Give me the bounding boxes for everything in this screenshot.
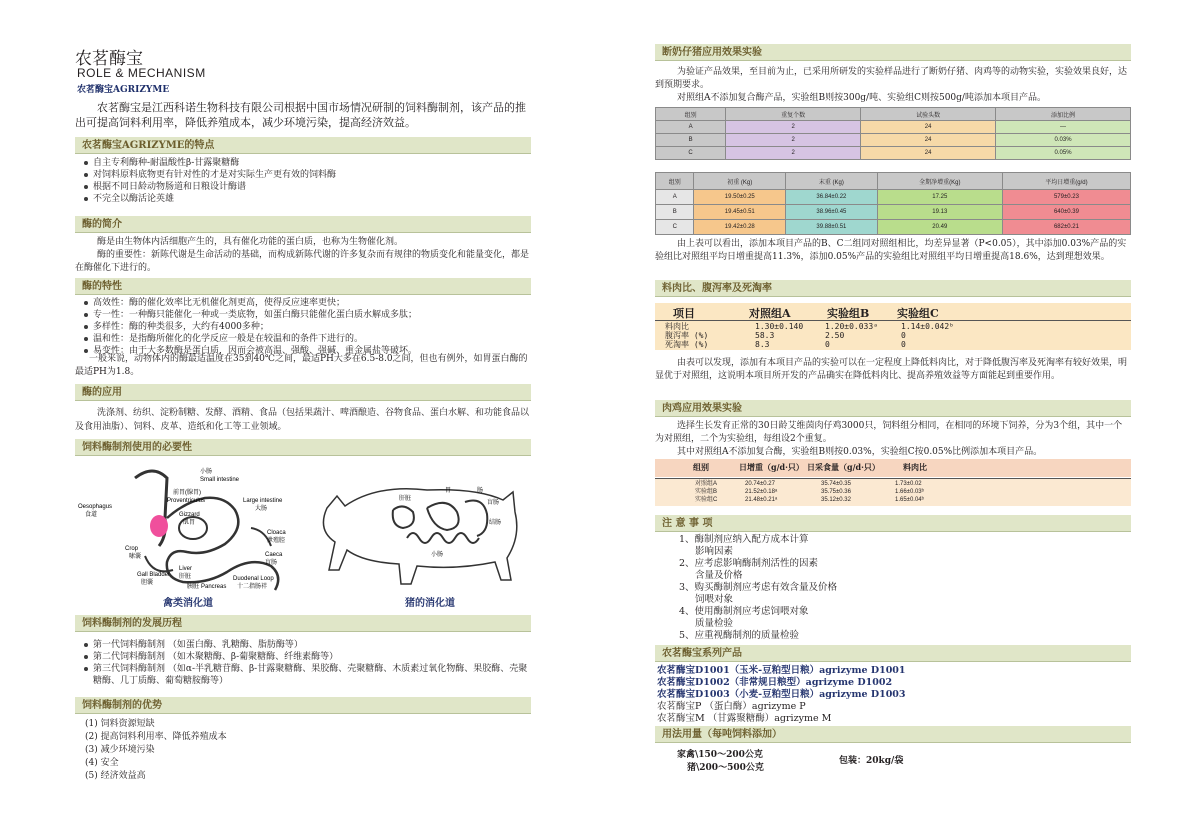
list-item: 多样性：酶的种类很多，大约有4000多种； [83, 321, 529, 333]
need-heading: 饲料酶制剂使用的必要性 [75, 439, 531, 456]
page-subtitle: ROLE & MECHANISM [77, 66, 206, 80]
table-header-cell: 组别 [656, 173, 694, 190]
pig-colon-shape [465, 501, 487, 537]
enzyme-text-1: 酶是由生物体内活细胞产生的，具有催化功能的蛋白质，也称为生物催化剂。 [97, 237, 404, 247]
pig-label: 胃 [445, 488, 452, 494]
fcr-cell: 8.3 [755, 340, 770, 349]
fcr-cell: 1.30±0.140 [755, 322, 804, 331]
bird-label: 盲肠 [265, 560, 278, 566]
bird-label: 胆囊 [141, 580, 154, 586]
series-item: 农茗酶宝P （蛋白酶）agrizyme P [657, 701, 806, 712]
right-column [655, 0, 1131, 819]
table-row [656, 220, 1131, 235]
fcr-conclusion: 由表可以发现，添加有本项目产品的实验可以在一定程度上降低料肉比，对于降低腹泻率及死淘率有较好效果，明显优于对照组，这说明本项目所开发的产品确实在降低料肉比、提高养殖效益等方面能起到重要作用。 [655, 358, 1128, 381]
adv-item: (4) 安全 [85, 758, 119, 768]
fcr-cell: 2.50 [825, 331, 845, 340]
bird-label: 肌胃 [183, 520, 196, 526]
adv-item: (1) 饲料资源短缺 [85, 719, 155, 729]
series-item: 农茗酶宝D1003（小麦-豆粕型日粮）agrizyme D1003 [657, 689, 906, 700]
table-cell: 0.05% [996, 147, 1131, 160]
table-cell: 19.45±0.51 [694, 205, 786, 220]
adv-heading: 饲料酶制剂的优势 [75, 697, 531, 714]
wean-text-2: 对照组A不添加复合酶产品，实验组B则按300g/吨、实验组C则按500g/吨添加本项目产品。 [677, 93, 1046, 103]
note-item: 饲喂对象 [695, 594, 734, 605]
bird-label: Caeca [265, 552, 283, 558]
fcr-cell: 0 [901, 331, 906, 340]
note-item: 含量及价格 [695, 570, 743, 581]
adv-item: (5) 经济效益高 [85, 771, 146, 781]
table-cell: 579±0.23 [1002, 190, 1130, 205]
table-header-row [656, 173, 1131, 190]
table-row [656, 121, 1131, 134]
table-cell: A [656, 121, 726, 134]
broiler-header-bg [655, 459, 1131, 477]
table-cell: 20.49 [877, 220, 1002, 235]
bird-label: Large intestine [243, 498, 283, 504]
pig-label: 肠 [477, 488, 484, 494]
broiler-heading: 肉鸡应用效果实验 [655, 400, 1131, 417]
broiler-cell: 35.75±0.36 [821, 489, 851, 495]
pig-caption: 猪的消化道 [405, 598, 455, 609]
table-cell: 19.13 [877, 205, 1002, 220]
pig-label: 肝脏 [399, 496, 412, 502]
list-item: 自主专利酶种-耐温酸性β-甘露聚糖酶 [83, 157, 529, 169]
broiler-cell: 21.52±0.18ᵃ [745, 489, 778, 495]
pig-intestine-shape [407, 533, 479, 543]
list-item: 专一性：一种酶只能催化一种或一类底物，如蛋白酶只能催化蛋白质水解成多肽； [83, 309, 529, 321]
broiler-cell: 35.12±0.32 [821, 497, 851, 503]
fcr-cell: 1.20±0.033ᵃ [825, 322, 878, 331]
series-list [657, 665, 1127, 725]
features-heading: 农茗酶宝AGRIZYME的特点 [75, 137, 531, 154]
broiler-header-cell: 日增重（g/d·只） [739, 462, 804, 472]
list-item: 第二代饲料酶制剂 （如木聚糖酶、β-葡聚糖酶、纤维素酶等） [83, 651, 529, 663]
fcr-cell: 58.3 [755, 331, 775, 340]
broiler-header-cell: 组别 [693, 462, 709, 472]
table-header-cell: 末重 (Kg) [786, 173, 878, 190]
list-item: 对饲料原料底物更有针对性的才是对实际生产更有效的饲料酶 [83, 169, 529, 181]
fcr-cell: 料肉比 [665, 322, 689, 331]
broiler-cell: 对照组A [695, 481, 718, 487]
broiler-cell: 1.66±0.03ᵇ [895, 489, 924, 495]
bird-label: Gall Bladder [137, 572, 171, 578]
table-cell: 24 [861, 134, 996, 147]
fcr-heading: 料肉比、腹泻率及死淘率 [655, 280, 1131, 297]
wean-conclusion: 由上表可以看出，添加本项目产品的B、C二组同对照组相比，均差异显著（P<0.05），其中添加0.03%产品的实验组比对照组平均日增重提高11.3%，添加0.05%产品的实验组比对照组平均日增重提高18.6%，达到理想效果。 [655, 239, 1127, 262]
fcr-header-row [655, 305, 1131, 319]
fcr-divider [655, 320, 1131, 321]
fcr-cell: 腹泻率 (%) [665, 331, 709, 340]
broiler-cell: 实验组C [695, 497, 718, 503]
page-title: 农茗酶宝 [75, 49, 143, 69]
broiler-table [655, 459, 1131, 507]
bird-label: Proventriculus [167, 498, 206, 504]
list-item: 不完全以酶活论英雄 [83, 193, 529, 205]
fcr-cell: 死淘率 (%) [665, 340, 709, 349]
table-cell: 640±0.39 [1002, 205, 1130, 220]
table-header-cell: 添加比例 [996, 108, 1131, 121]
broiler-cell: 20.74±0.27 [745, 481, 775, 487]
broiler-text-2: 其中对照组A不添加复合酶，实验组B则按0.03%，实验组C按0.05%比例添加本项目产品。 [677, 447, 1043, 457]
pig-stomach-shape [427, 503, 459, 530]
fcr-cell: 1.14±0.042ᵇ [901, 322, 954, 331]
table-cell: B [656, 134, 726, 147]
history-list [83, 639, 529, 687]
table-cell: 39.88±0.51 [786, 220, 878, 235]
table-cell: 38.96±0.45 [786, 205, 878, 220]
app-text: 洗涤剂、纺织、淀粉制糖、发酵、酒精、食品（包括果蔬汁、啤酒酿造、谷物食品、蛋白水解、和功能食品以及食用油脂）、饲料、皮革、造纸和化工等工业领域。 [75, 408, 530, 432]
table-cell: 2 [726, 121, 861, 134]
bird-label: 嗉囊 [129, 554, 142, 560]
bird-label: 食道 [85, 512, 98, 518]
table-cell: 24 [861, 147, 996, 160]
bird-label: Gizzard [179, 512, 200, 518]
table-cell: B [656, 205, 694, 220]
table-cell: 19.50±0.25 [694, 190, 786, 205]
bird-label: Liver [179, 566, 193, 572]
bird-label: Pancreas [201, 584, 227, 590]
note-item: 1、酶制剂应纳入配方成本计算 [679, 534, 809, 545]
bird-label: 胰脏 [187, 584, 200, 590]
list-item: 易变性：由于大多数酶是蛋白质，因而会被高温、强酸、强碱、重金属盐等破坏。 [83, 345, 529, 357]
bird-label: 大肠 [255, 506, 268, 512]
note-item: 2、应考虑影响酶制剂活性的因素 [679, 558, 819, 569]
table-cell: 682±0.21 [1002, 220, 1130, 235]
pig-label: 盲肠 [487, 500, 500, 506]
brand-line: 农茗酶宝AGRIZYME [77, 85, 170, 95]
pig-digestive-figure [307, 466, 531, 610]
bird-label: 肝脏 [179, 574, 192, 580]
note-item: 4、使用酶制剂应考虑饲喂对象 [679, 606, 809, 617]
table-cell: 36.84±0.22 [786, 190, 878, 205]
table-header-cell: 初重 (Kg) [694, 173, 786, 190]
wean-result-table [655, 172, 1131, 235]
fcr-header-cell: 实验组C [897, 307, 939, 320]
table-header-row [656, 108, 1131, 121]
enzyme-heading: 酶的简介 [75, 216, 531, 233]
broiler-cell: 实验组B [695, 489, 718, 495]
table-cell: C [656, 147, 726, 160]
broiler-text-1: 选择生长发育正常的30日龄艾维茵肉仔鸡3000只，饲料组分相同，在相同的环境下饲养，分为3个组，其中一个为对照组，二个为实验组，每组设2个重复。 [655, 421, 1123, 444]
table-cell: 0.03% [996, 134, 1131, 147]
table-cell: 19.42±0.28 [694, 220, 786, 235]
app-heading: 酶的应用 [75, 384, 531, 401]
history-heading: 饲料酶制剂的发展历程 [75, 615, 531, 632]
crop-shape [150, 515, 168, 537]
broiler-cell: 1.73±0.02 [895, 481, 922, 487]
table-cell: 17.25 [877, 190, 1002, 205]
broiler-cell: 1.65±0.04ᵇ [895, 497, 924, 503]
intro-text: 农茗酶宝是江西科诺生物科技有限公司根据中国市场情况研制的饲料酶制剂，该产品的推出可提高饲料利用率，降低养殖成本，减少环境污染，提高经济效益。 [75, 101, 526, 129]
series-item: 农茗酶宝D1002（非常规日粮型）agrizyme D1002 [657, 677, 893, 688]
table-cell: 24 [861, 121, 996, 134]
note-item: 5、应重视酶制剂的质量检验 [679, 630, 800, 641]
list-item: 第三代饲料酶制剂 （如α-半乳糖苷酶、β-甘露聚糖酶、果胶酶、壳聚糖酶、木质素过氧化物酶、果胶酶、壳聚糖酶、几丁质酶、葡萄糖胺酶等） [83, 663, 529, 687]
left-column [75, 0, 531, 819]
wean-design-table [655, 107, 1131, 160]
note-item: 质量检验 [695, 618, 734, 629]
pig-liver-shape [393, 506, 414, 528]
table-row [656, 190, 1131, 205]
table-cell: — [996, 121, 1131, 134]
table-header-cell: 试验头数 [861, 108, 996, 121]
bird-label: 小肠 [200, 469, 213, 475]
table-header-cell: 组别 [656, 108, 726, 121]
table-cell: A [656, 190, 694, 205]
table-row [656, 134, 1131, 147]
packaging: 包装：20kg/袋 [839, 756, 904, 766]
bird-label: Small intestine [200, 477, 240, 483]
adv-item: (2) 提高饲料利用率、降低养殖成本 [85, 732, 227, 742]
usage-pig: 猪\200～500公克 [687, 763, 764, 773]
list-item: 第一代饲料酶制剂 （如蛋白酶、乳糖酶、脂肪酶等） [83, 639, 529, 651]
bird-label: Cloaca [267, 530, 286, 536]
list-item: 高效性：酶的催化效率比无机催化剂更高，使得反应速率更快； [83, 297, 529, 309]
wean-text-1: 为验证产品效果，至目前为止，已采用所研发的实验样品进行了断奶仔猪、肉鸡等的动物实验，实验效果良好，达到预期要求。 [655, 67, 1128, 90]
bird-digestive-figure [75, 458, 305, 610]
table-header-cell: 重复个数 [726, 108, 861, 121]
fcr-header-cell: 实验组B [827, 307, 870, 320]
note-item: 影响因素 [695, 546, 734, 557]
fcr-cell: 0 [825, 340, 830, 349]
list-item: 温和性：是指酶所催化的化学反应一般是在较温和的条件下进行的。 [83, 333, 529, 345]
usage-heading: 用法用量（每吨饲料添加） [655, 726, 1131, 743]
adv-list [85, 718, 525, 783]
note-item: 3、购买酶制剂应考虑有效含量及价格 [679, 582, 838, 593]
bird-label: Crop [125, 546, 139, 552]
table-cell: C [656, 220, 694, 235]
fcr-header-cell: 对照组A [749, 307, 791, 320]
fcr-header-cell: 项目 [673, 307, 695, 320]
table-header-cell: 全期净增重(Kg) [877, 173, 1002, 190]
table-row [656, 147, 1131, 160]
bird-label: 十二指肠袢 [237, 584, 268, 590]
enzyme-text-2: 酶的重要性：新陈代谢是生命活动的基础，而构成新陈代谢的许多复杂而有规律的物质变化和能量变化，都是在酶催化下进行的。 [75, 250, 530, 273]
bird-label: 前胃(腺胃) [173, 490, 201, 496]
features-list [83, 157, 529, 205]
fcr-cell: 0 [901, 340, 906, 349]
usage-poultry: 家禽\150～200公克 [677, 750, 763, 760]
bird-caption: 禽类消化道 [163, 598, 213, 609]
broiler-header-cell: 料肉比 [903, 462, 927, 472]
list-item: 根据不同日龄动物肠道和日粮设计酶谱 [83, 181, 529, 193]
pig-label: 小肠 [431, 552, 444, 558]
broiler-cell: 21.48±0.21ᵃ [745, 497, 778, 503]
wean-heading: 断奶仔猪应用效果实验 [655, 44, 1131, 61]
table-row [656, 205, 1131, 220]
fcr-table [655, 303, 1131, 350]
series-heading: 农茗酶宝系列产品 [655, 645, 1131, 662]
table-cell: 2 [726, 134, 861, 147]
props-heading: 酶的特性 [75, 278, 531, 295]
bird-label: Oesophagus [78, 504, 113, 510]
broiler-cell: 35.74±0.35 [821, 481, 851, 487]
series-item: 农茗酶宝M （甘露聚糖酶）agrizyme M [657, 713, 832, 724]
adv-item: (3) 减少环境污染 [85, 745, 155, 755]
bird-label: 泄殖腔 [267, 538, 286, 544]
series-item: 农茗酶宝D1001（玉米-豆粕型日粮）agrizyme D1001 [657, 665, 906, 676]
bird-label: Duodenal Loop [233, 576, 274, 582]
table-cell: 2 [726, 147, 861, 160]
table-header-cell: 平均日增重(g/d) [1002, 173, 1130, 190]
notes-heading: 注 意 事 项 [655, 515, 1131, 532]
broiler-header-cell: 日采食量（g/d·只） [807, 462, 880, 472]
pig-label: 结肠 [489, 520, 502, 526]
props-extra: 一般来说，动物体内的酶最适温度在35到40℃之间，最适PH大多在6.5-8.0之间，但也有例外，如胃蛋白酶的最适PH为1.8。 [75, 354, 528, 377]
props-list [83, 297, 529, 357]
broiler-body-bg [655, 478, 1131, 506]
notes-list [679, 534, 1119, 642]
